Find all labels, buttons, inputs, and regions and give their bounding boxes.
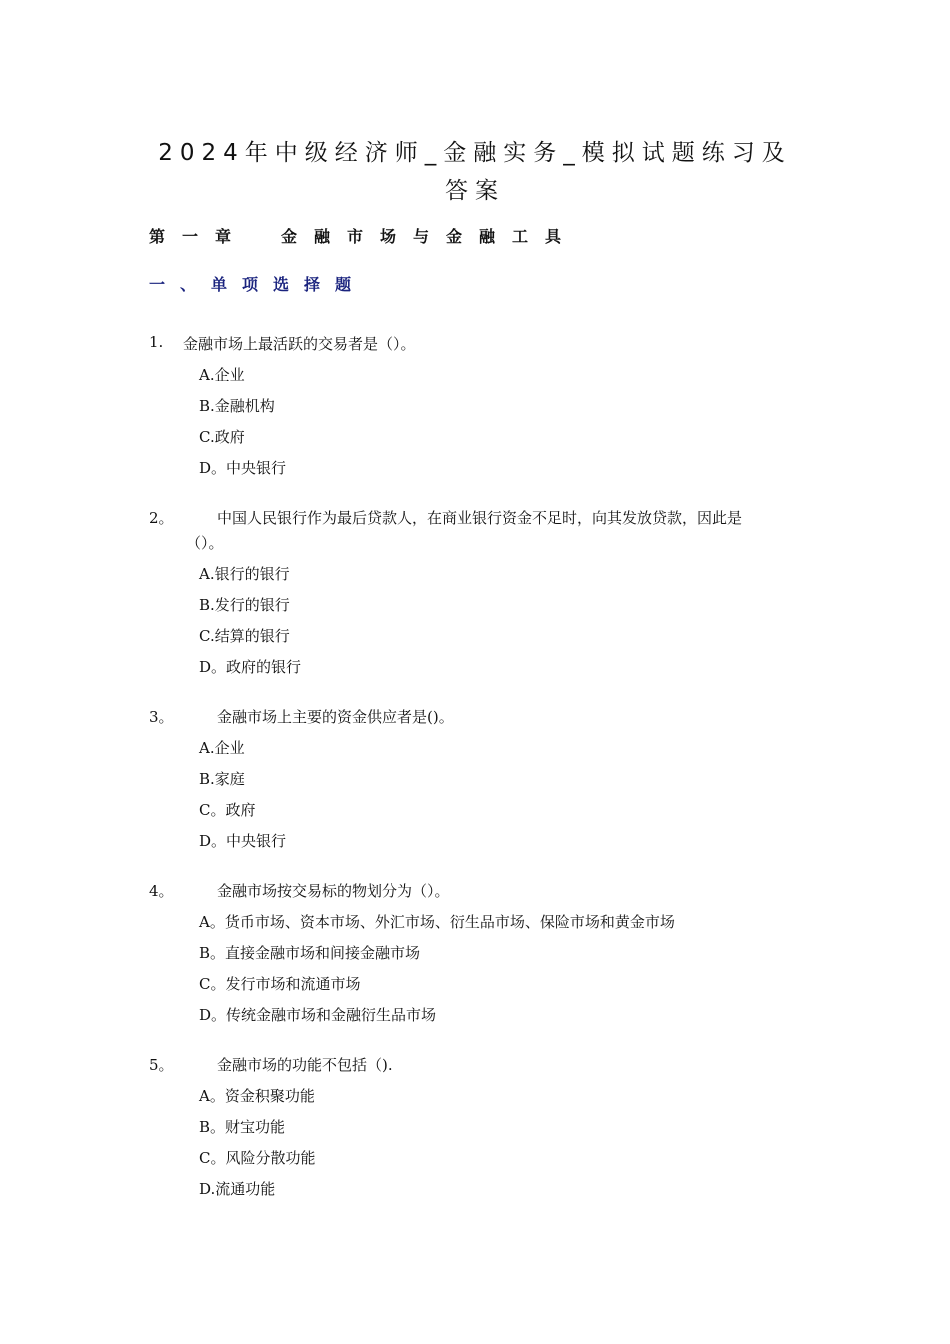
option-d: D。中央银行 — [199, 832, 287, 850]
option-d: D。传统金融市场和金融衍生品市场 — [199, 1006, 437, 1024]
option-c: C。风险分散功能 — [199, 1149, 316, 1167]
option-d: D.流通功能 — [199, 1180, 276, 1198]
option-b: B.发行的银行 — [199, 596, 290, 614]
question-text: 中国人民银行作为最后贷款人，在商业银行资金不足时，向其发放贷款，因此是 — [217, 509, 743, 527]
document-title-line-1: 2024年中级经济师_金融实务_模拟试题练习及 — [158, 140, 792, 166]
option-d: D。中央银行 — [199, 459, 287, 477]
option-a: A.企业 — [199, 739, 245, 757]
option-a: A.企业 — [199, 366, 245, 384]
document-title-line-2: 答案 — [445, 178, 505, 204]
question-number: 1. — [149, 333, 164, 351]
option-c: C.结算的银行 — [199, 627, 290, 645]
option-a: A.银行的银行 — [199, 565, 290, 583]
question-text-continued: （）。 — [186, 534, 224, 552]
option-c: C.政府 — [199, 428, 245, 446]
option-a: A。资金积聚功能 — [199, 1087, 315, 1105]
question-text: 金融市场按交易标的物划分为（）。 — [217, 882, 450, 900]
option-b: B。直接金融市场和间接金融市场 — [199, 944, 421, 962]
question-number: 5。 — [149, 1056, 174, 1074]
option-b: B.家庭 — [199, 770, 245, 788]
option-b: B。财宝功能 — [199, 1118, 286, 1136]
section-heading: 一、单项选择题 — [149, 275, 367, 294]
question-number: 3。 — [149, 708, 174, 726]
option-a: A。货币市场、资本市场、外汇市场、衍生品市场、保险市场和黄金市场 — [199, 913, 675, 931]
option-d: D。政府的银行 — [199, 658, 302, 676]
question-text: 金融市场上主要的资金供应者是()。 — [217, 708, 454, 726]
chapter-heading: 第一章 金融市场与金融工具 — [149, 227, 579, 246]
question-text: 金融市场上最活跃的交易者是（）。 — [183, 335, 416, 353]
question-number: 4。 — [149, 882, 174, 900]
question-number: 2。 — [149, 509, 174, 527]
option-b: B.金融机构 — [199, 397, 275, 415]
option-c: C。发行市场和流通市场 — [199, 975, 361, 993]
question-text: 金融市场的功能不包括（). — [217, 1056, 393, 1074]
option-c: C。政府 — [199, 801, 256, 819]
